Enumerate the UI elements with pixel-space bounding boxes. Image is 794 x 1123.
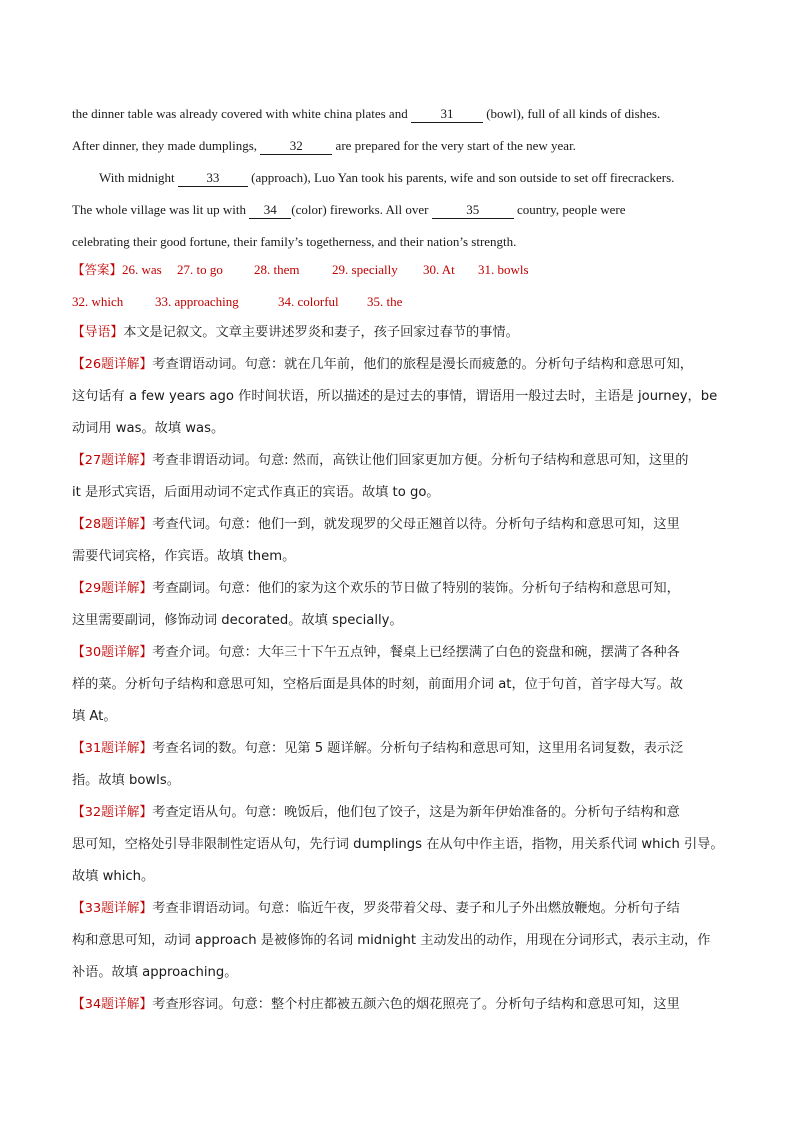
explanation-paragraph: [72, 797, 732, 893]
explanation-text: 样的菜。分析句子结构和意思可知，空格后面是具体的时刻，前面用介词 at，位于句首，首字母大写。故: [72, 677, 683, 692]
passage-text: the dinner table was already covered with white china plates and: [72, 106, 411, 121]
explanation-paragraph: [72, 989, 732, 1021]
explanation-line: [72, 893, 732, 925]
explanation-line: [72, 349, 732, 381]
explanation-line: [72, 989, 732, 1021]
explanation-line: [72, 957, 732, 989]
explanation-line: [72, 765, 732, 797]
passage-line: [72, 194, 732, 226]
passage-text: country, people were: [513, 202, 626, 217]
guide-tag: 【导语】: [72, 325, 124, 340]
explanation-text: 这里需要副词，修饰动词 decorated。故填 specially。: [72, 613, 403, 628]
answer-row: [72, 286, 732, 318]
passage-text: The whole village was lit up with: [72, 202, 250, 217]
explanation-line: [72, 637, 732, 669]
answer-row: [72, 254, 732, 286]
explanation-paragraph: [72, 573, 732, 637]
explanation-text: 考查谓语动词。句意：就在几年前，他们的旅程是漫长而疲惫的。分析句子结构和意思可知，: [152, 357, 693, 372]
answer-key: [72, 254, 732, 318]
explanation-text: 构和意思可知，动词 approach 是被修饰的名词 midnight 主动发出的动作，用现在分词形式，表示主动，作: [72, 933, 711, 948]
explanation-line: [72, 701, 732, 733]
guide-text: 本文是记叙文。文章主要讲述罗炎和妻子，孩子回家过春节的事情。: [123, 325, 519, 340]
passage-text: (approach), Luo Yan took his parents, wife and son outside to set off firecrackers.: [247, 170, 675, 185]
answer-tag: 【答案】: [72, 262, 123, 277]
explanation-paragraph: [72, 445, 732, 509]
explanation-line: [72, 925, 732, 957]
explanation-text: 考查形容词。句意：整个村庄都被五颜六色的烟花照亮了。分析句子结构和意思可知，这里: [152, 997, 680, 1012]
explanation-tag: 【30题详解】: [72, 645, 153, 660]
answer-27: 27. to go: [177, 262, 223, 277]
explanation-text: 考查代词。句意：他们一到，就发现罗的父母正翘首以待。分析句子结构和意思可知，这里: [152, 517, 680, 532]
passage-text: (bowl), full of all kinds of dishes.: [482, 106, 661, 121]
passage-line: [72, 130, 732, 162]
explanation-line: [72, 605, 732, 637]
explanation-tag: 【34题详解】: [72, 997, 153, 1012]
explanation-line: [72, 413, 732, 445]
explanation-text: 这句话有 a few years ago 作时间状语，所以描述的是过去的事情，谓语用一般过去时，主语是 journey，be: [72, 389, 718, 404]
blank-32: 32: [260, 138, 332, 155]
explanation-text: 考查非谓语动词。句意: 然而，高铁让他们回家更加方便。分析句子结构和意思可知，这里的: [152, 453, 689, 468]
answer-31: 31. bowls: [478, 262, 529, 277]
answer-29: 29. specially: [332, 262, 398, 277]
explanation-line: [72, 381, 732, 413]
answer-34: 34. colorful: [278, 294, 339, 309]
explanation-text: 思可知，空格处引导非限制性定语从句，先行词 dumplings 在从句中作主语，指物，用关系代词 which 引导。: [72, 837, 724, 852]
explanation-text: 填 At。: [72, 709, 117, 724]
explanation-paragraph: [72, 509, 732, 573]
answer-28: 28. them: [254, 262, 300, 277]
explanation-text: 需要代词宾格，作宾语。故填 them。: [72, 549, 296, 564]
explanation-paragraph: [72, 349, 732, 445]
passage-text: celebrating their good fortune, their family’s togetherness, and their nation’s strength.: [72, 234, 517, 249]
cloze-passage: [72, 98, 732, 258]
explanation-text: 指。故填 bowls。: [72, 773, 180, 788]
explanation-tag: 【28题详解】: [72, 517, 153, 532]
explanation-line: [72, 733, 732, 765]
blank-35: 35: [432, 202, 514, 219]
explanation-paragraph: [72, 637, 732, 733]
explanation-list: [72, 349, 732, 1021]
explanation-line: [72, 669, 732, 701]
guide-paragraph: [72, 317, 732, 349]
explanation-line: [72, 797, 732, 829]
explanation-tag: 【26题详解】: [72, 357, 153, 372]
explanation-paragraph: [72, 893, 732, 989]
explanation-text: 故填 which。: [72, 869, 155, 884]
passage-text: With midnight: [99, 170, 178, 185]
passage-text: (color) fireworks. All over: [291, 202, 432, 217]
explanation-text: it 是形式宾语，后面用动词不定式作真正的宾语。故填 to go。: [72, 485, 440, 500]
explanation-tag: 【27题详解】: [72, 453, 153, 468]
explanation-text: 考查副词。句意：他们的家为这个欢乐的节日做了特别的装饰。分析句子结构和意思可知，: [152, 581, 680, 596]
explanation-line: [72, 573, 732, 605]
explanation-text: 考查定语从句。句意：晚饭后，他们包了饺子，这是为新年伊始准备的。分析句子结构和意: [152, 805, 680, 820]
explanation-tag: 【31题详解】: [72, 741, 153, 756]
passage-text: After dinner, they made dumplings,: [72, 138, 261, 153]
explanation-line: [72, 509, 732, 541]
answer-35: 35. the: [367, 294, 403, 309]
explanation-tag: 【33题详解】: [72, 901, 153, 916]
answer-26: 26. was: [122, 262, 162, 277]
explanation-line: [72, 477, 732, 509]
answer-30: 30. At: [423, 262, 455, 277]
explanation-line: [72, 541, 732, 573]
explanation-tag: 【29题详解】: [72, 581, 153, 596]
answer-33: 33. approaching: [155, 294, 239, 309]
blank-34: 34: [249, 202, 291, 219]
explanation-tag: 【32题详解】: [72, 805, 153, 820]
explanations: [72, 317, 732, 1021]
explanation-line: [72, 445, 732, 477]
explanation-line: [72, 861, 732, 893]
answer-32: 32. which: [72, 294, 124, 309]
passage-text: are prepared for the very start of the new year.: [332, 138, 576, 153]
explanation-text: 动词用 was。故填 was。: [72, 421, 225, 436]
explanation-line: [72, 829, 732, 861]
explanation-text: 考查非谓语动词。句意：临近午夜，罗炎带着父母、妻子和儿子外出燃放鞭炮。分析句子结: [152, 901, 680, 916]
passage-line: [72, 162, 732, 194]
explanation-text: 考查名词的数。句意：见第 5 题详解。分析句子结构和意思可知，这里用名词复数，表示泛: [152, 741, 684, 756]
explanation-text: 考查介词。句意：大年三十下午五点钟，餐桌上已经摆满了白色的瓷盘和碗，摆满了各种各: [152, 645, 680, 660]
blank-31: 31: [411, 106, 483, 123]
blank-33: 33: [178, 170, 248, 187]
explanation-paragraph: [72, 733, 732, 797]
passage-line: [72, 98, 732, 130]
explanation-text: 补语。故填 approaching。: [72, 965, 238, 980]
